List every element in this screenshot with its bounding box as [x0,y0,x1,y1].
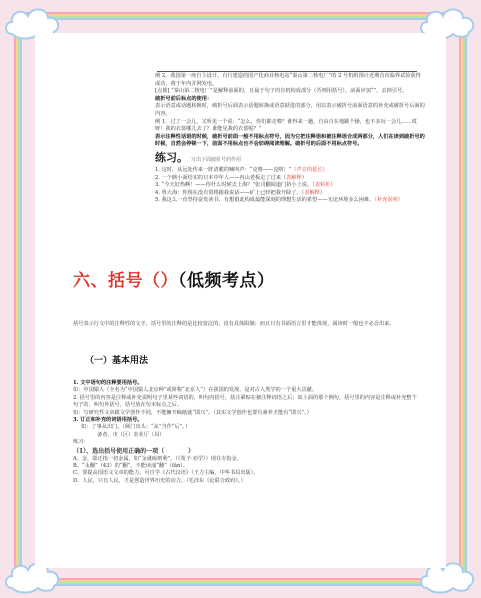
rainbow-border-top [18,12,463,20]
example2-text: 例 2，我国第一座自主设计、自行建造的国产化商业核电站“秦山第二核电厂”的 2 号机组预计近期首次临界试验获得成功，将于年内并网发电。 [155,73,421,87]
analysis-text: [点拨] “秦山第二核电厂”是解释前面的，且属于句子的有机构成部分（否则用括号），前面应加“”，去掉引号。 [155,88,408,95]
rule2-text: 表示注释性话语的时候，破折号前面一般不用标点符号，因为它把注释语和被注释语合成两部分，人们在读到破折号的时候，自然会停顿一下，前面不用标点也不会妨碍阅读理解。破折号的后面不用标点符号。 [155,133,425,148]
usage-heading-1: 1. 文中语句的注释要用括号。 [73,380,143,386]
usage-paragraph: 2. 括号里的内容是注释或补充说明句子里某些词语的，叫句内括号，括注紧贴在被注释词语之后；如上面的那个例句。括号里的内容是注释或补充整个句子的，叫句外括号，括号放在句末标点之后。 [73,394,417,409]
rule1-text: 表示语意或话题转换时，破折号后面表示话题转换或语意跃进的部分，用以表示破折号前面语意的补充或破折号后面的内容。 [155,103,425,117]
exercise-item: 2. 一个瞎小面结实的日本中年人——内山老板走了过来（表解释） [155,174,307,181]
top-passage [155,73,425,205]
rainbow-border-left [14,20,22,578]
header-rule [157,71,417,72]
exercise-title: 练习。 写出下面破折号的作用 [155,150,242,164]
usage-paragraph: 如：了事从出门。（顾门出头：“从”当作“后”。） [81,424,191,431]
usage-paragraph: 备者、市（区）农业厅（局） [97,431,165,438]
usage-paragraph: 如：中国猿人（全名为“中国猿人北京种”或简称“北京人”）在我国的发现，是对古人类学的一个重大贡献。 [73,387,318,394]
exercise-item: 3. “今天好热啊！——你什么时候去上海？”张司翻阅道门挤小上说。（表转折） [155,182,336,189]
rainbow-border-right [459,20,467,578]
practice-label: 练习： [73,439,89,446]
exercise-item: 4. 鲁大海：你现在没有资格跟我说话——矿上已经把我开除了。（表解释） [155,189,326,196]
option-item: D、人民，只有人民，才是创造世界历史的动力。（毛泽东《论联合政府》。） [73,477,246,484]
usage-body [73,380,418,485]
usage-paragraph: 如：写研究性文章跟文学创作不同，不能擁开稿纸就“即兴”。（其实文学创作也要有素养才能有“即兴”。） [73,409,312,416]
section-heading: 六、括号（）（低频考点） [73,271,275,291]
section-intro: 括号表示行文中的注释性的文字。括号里的注释的是比较宽泛的，没有具体限制；而且只有书面语言里才能体现，阅读时一般也不必念出来。 [73,321,395,327]
option-item: B、“永翻”（43）的“翻”，不能读成“翻”（fǎn）。 [73,463,189,470]
exercise-hint: 写出下面破折号的作用 [191,156,242,163]
exercise-item: 1. 这时，从远处传来一阵清脆的喊叫声：“克咯——克咯！”（声音的延长） [155,166,328,173]
usage-heading-3: 3. 订正和补充的词语用括号。 [73,417,143,424]
option-item: C、要提高国语文文章的能力，可自学《古代汉语》（王力主编，中华书局出版）。 [73,470,259,477]
rainbow-border-bottom [18,578,463,586]
exercise-item: 5. 我这么一直坚持奋发读书，有想借此构成最能深刻的理想生活的希望——无论环境多么困难。（补充说明） [155,197,403,204]
dash-heading: 破折号前后标点的使用： [155,95,213,102]
question-1: （1）、选出括号使用正确的一项（ ） [73,447,195,455]
subsection-title: （一）基本用法 [85,356,149,366]
document-page [35,33,446,568]
example1-text: 例 1，过了一会儿，又听见一个说：“怎么，你们都走啦？谁得来一趟，自由自在地跳个操，也不多玩一会儿……哎呀！我的衣裳哪儿去了？谁能见我的衣裳呢？” [155,118,417,133]
option-item: A、金，即迁指一切金属，如“金就砺则利”。（《荀子·劝学》）现在专指金。 [73,455,242,462]
